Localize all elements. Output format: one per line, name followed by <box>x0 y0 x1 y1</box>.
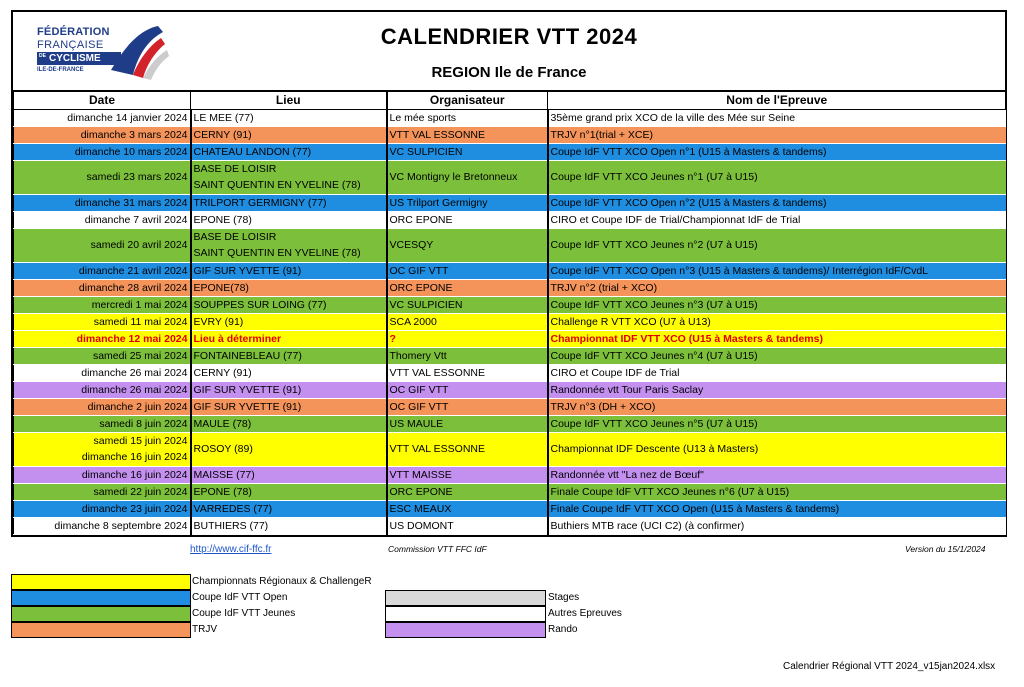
cell-date: dimanche 26 mai 2024 <box>14 381 191 398</box>
table-row <box>14 143 1006 160</box>
cell-date: samedi 8 juin 2024 <box>14 415 191 432</box>
cell-organisateur: ORC EPONE <box>387 483 548 500</box>
cell-date: samedi 22 juin 2024 <box>14 483 191 500</box>
cell-epreuve: Coupe IdF VTT XCO Open n°3 (U15 à Masters & tandems)/ Interrégion IdF/CvdL <box>548 262 1006 279</box>
cell-organisateur: ESC MEAUX <box>387 500 548 517</box>
calendar-sheet <box>11 10 1007 537</box>
cell-organisateur: OC GIF VTT <box>387 381 548 398</box>
legend-swatch-blue <box>11 590 191 606</box>
cell-lieu: CERNY (91) <box>191 364 387 381</box>
table-row <box>14 466 1006 483</box>
cell-organisateur: VC Montigny le Bretonneux <box>387 160 548 194</box>
cell-organisateur: OC GIF VTT <box>387 398 548 415</box>
legend-swatch-grey <box>385 590 546 606</box>
logo-line-francaise: FRANÇAISE <box>37 39 104 51</box>
table-header-row <box>14 92 1006 109</box>
cell-lieu: LE MEE (77) <box>191 109 387 126</box>
cell-date: dimanche 7 avril 2024 <box>14 211 191 228</box>
cell-lieu: EVRY (91) <box>191 313 387 330</box>
column-header-lieu: Lieu <box>191 92 387 109</box>
cell-organisateur: Le mée sports <box>387 109 548 126</box>
legend-label-autres: Autres Epreuves <box>548 608 622 619</box>
cell-lieu-line1: BASE DE LOISIR <box>193 163 277 175</box>
cell-lieu: EPONE (78) <box>191 483 387 500</box>
cell-date: dimanche 31 mars 2024 <box>14 194 191 211</box>
cell-organisateur: US Trilport Germigny <box>387 194 548 211</box>
cell-lieu: TRILPORT GERMIGNY (77) <box>191 194 387 211</box>
cell-lieu: SOUPPES SUR LOING (77) <box>191 296 387 313</box>
legend-swatch-purple <box>385 622 546 638</box>
cell-epreuve: Finale Coupe IdF VTT XCO Open (U15 à Masters & tandems) <box>548 500 1006 517</box>
cell-lieu: EPONE(78) <box>191 279 387 296</box>
cell-date <box>14 432 191 466</box>
table-row <box>14 109 1006 126</box>
file-name: Calendrier Régional VTT 2024_v15jan2024.xlsx <box>783 661 996 672</box>
cell-lieu-line1: BASE DE LOISIR <box>193 231 277 243</box>
column-header-organisateur: Organisateur <box>387 92 548 109</box>
cell-lieu: MAULE (78) <box>191 415 387 432</box>
cell-date: dimanche 26 mai 2024 <box>14 364 191 381</box>
cell-date: samedi 20 avril 2024 <box>14 228 191 262</box>
table-row <box>14 296 1006 313</box>
cell-lieu: EPONE (78) <box>191 211 387 228</box>
table-row <box>14 330 1006 347</box>
cell-epreuve: Coupe IdF VTT XCO Jeunes n°4 (U7 à U15) <box>548 347 1006 364</box>
cell-epreuve: CIRO et Coupe IDF de Trial/Championnat IdF de Trial <box>548 211 1006 228</box>
page-title: CALENDRIER VTT 2024 <box>380 24 638 49</box>
cell-lieu: MAISSE (77) <box>191 466 387 483</box>
cell-lieu: FONTAINEBLEAU (77) <box>191 347 387 364</box>
legend-label-stages: Stages <box>548 592 580 603</box>
cell-lieu: BUTHIERS (77) <box>191 517 387 534</box>
cell-lieu: CERNY (91) <box>191 126 387 143</box>
cell-lieu: GIF SUR YVETTE (91) <box>191 381 387 398</box>
cell-date: dimanche 21 avril 2024 <box>14 262 191 279</box>
cell-organisateur: US MAULE <box>387 415 548 432</box>
cell-date: dimanche 16 juin 2024 <box>14 466 191 483</box>
cell-date: dimanche 3 mars 2024 <box>14 126 191 143</box>
legend-label-jeunes: Coupe IdF VTT Jeunes <box>192 608 296 619</box>
cell-epreuve: Coupe IdF VTT XCO Jeunes n°1 (U7 à U15) <box>548 160 1006 194</box>
logo-line-idf: ILE-DE-FRANCE <box>37 67 84 73</box>
cell-lieu: CHATEAU LANDON (77) <box>191 143 387 160</box>
cell-epreuve: Randonnée vtt Tour Paris Saclay <box>548 381 1006 398</box>
version-label: Version du 15/1/2024 <box>905 544 986 554</box>
cell-organisateur: ORC EPONE <box>387 279 548 296</box>
cell-organisateur: ? <box>387 330 548 347</box>
cell-date: samedi 25 mai 2024 <box>14 347 191 364</box>
table-row <box>14 194 1006 211</box>
legend-label-rando: Rando <box>548 624 578 635</box>
table-row <box>14 415 1006 432</box>
cell-organisateur: VTT MAISSE <box>387 466 548 483</box>
calendar-table <box>13 92 1006 535</box>
table-row <box>14 262 1006 279</box>
logo-line-federation: FÉDÉRATION <box>37 26 110 38</box>
legend-swatch-yellow <box>11 574 191 590</box>
page-subtitle: REGION Ile de France <box>431 64 587 81</box>
legend-swatch-white <box>385 606 546 622</box>
cell-organisateur: VTT VAL ESSONNE <box>387 364 548 381</box>
cell-lieu <box>191 228 387 262</box>
table-row <box>14 160 1006 194</box>
cell-lieu <box>191 160 387 194</box>
cell-organisateur: Thomery Vtt <box>387 347 548 364</box>
cell-epreuve: CIRO et Coupe IDF de Trial <box>548 364 1006 381</box>
cell-epreuve: Finale Coupe IdF VTT XCO Jeunes n°6 (U7 à U15) <box>548 483 1006 500</box>
table-row <box>14 228 1006 262</box>
cell-lieu-line2: SAINT QUENTIN EN YVELINE (78) <box>193 179 361 191</box>
cell-epreuve: Championnat IDF VTT XCO (U15 à Masters & tandems) <box>548 330 1006 347</box>
cell-epreuve: TRJV n°1(trial + XCE) <box>548 126 1006 143</box>
cell-date: dimanche 8 septembre 2024 <box>14 517 191 534</box>
cell-date: dimanche 14 janvier 2024 <box>14 109 191 126</box>
cell-organisateur: ORC EPONE <box>387 211 548 228</box>
cell-date: dimanche 28 avril 2024 <box>14 279 191 296</box>
cell-lieu: GIF SUR YVETTE (91) <box>191 398 387 415</box>
legend-label-championnats: Championnats Régionaux & ChallengeR <box>192 576 372 587</box>
table-row <box>14 126 1006 143</box>
table-row <box>14 500 1006 517</box>
cell-epreuve: Championnat IDF Descente (U13 à Masters) <box>548 432 1006 466</box>
cell-date-line1: samedi 15 juin 2024 <box>93 435 188 447</box>
cell-lieu: VARREDES (77) <box>191 500 387 517</box>
cell-date: mercredi 1 mai 2024 <box>14 296 191 313</box>
logo-de: DE <box>39 53 46 59</box>
cell-epreuve: TRJV n°2 (trial + XCO) <box>548 279 1006 296</box>
legend-swatch-green <box>11 606 191 622</box>
cell-organisateur: VCESQY <box>387 228 548 262</box>
cell-organisateur: VTT VAL ESSONNE <box>387 432 548 466</box>
cell-date: dimanche 12 mai 2024 <box>14 330 191 347</box>
table-row <box>14 381 1006 398</box>
commission-label: Commission VTT FFC IdF <box>388 544 487 554</box>
cell-epreuve: Challenge R VTT XCO (U7 à U13) <box>548 313 1006 330</box>
logo-cyclisme-text: CYCLISME <box>49 53 101 64</box>
cell-date: samedi 23 mars 2024 <box>14 160 191 194</box>
cell-epreuve: 35ème grand prix XCO de la ville des Mée sur Seine <box>548 109 1006 126</box>
table-row <box>14 517 1006 534</box>
table-row <box>14 313 1006 330</box>
cell-epreuve: TRJV n°3 (DH + XCO) <box>548 398 1006 415</box>
cell-organisateur: OC GIF VTT <box>387 262 548 279</box>
cell-epreuve: Coupe IdF VTT XCO Jeunes n°3 (U7 à U15) <box>548 296 1006 313</box>
legend-swatch-orange <box>11 622 191 638</box>
cell-epreuve: Buthiers MTB race (UCI C2) (à confirmer) <box>548 517 1006 534</box>
legend-label-open: Coupe IdF VTT Open <box>192 592 288 603</box>
cell-date: samedi 11 mai 2024 <box>14 313 191 330</box>
cell-organisateur: VC SULPICIEN <box>387 296 548 313</box>
cell-epreuve: Coupe IdF VTT XCO Jeunes n°5 (U7 à U15) <box>548 415 1006 432</box>
cell-lieu-line2: SAINT QUENTIN EN YVELINE (78) <box>193 247 361 259</box>
cell-date: dimanche 2 juin 2024 <box>14 398 191 415</box>
cell-epreuve: Coupe IdF VTT XCO Open n°1 (U15 à Masters & tandems) <box>548 143 1006 160</box>
cell-organisateur: SCA 2000 <box>387 313 548 330</box>
table-row <box>14 483 1006 500</box>
calendar-body <box>14 109 1006 534</box>
cell-organisateur: VTT VAL ESSONNE <box>387 126 548 143</box>
table-row <box>14 347 1006 364</box>
cell-epreuve: Coupe IdF VTT XCO Jeunes n°2 (U7 à U15) <box>548 228 1006 262</box>
table-row <box>14 364 1006 381</box>
cell-lieu: GIF SUR YVETTE (91) <box>191 262 387 279</box>
column-header-epreuve: Nom de l'Epreuve <box>548 92 1006 109</box>
table-row <box>14 398 1006 415</box>
cell-organisateur: US DOMONT <box>387 517 548 534</box>
column-header-date: Date <box>14 92 191 109</box>
table-row <box>14 211 1006 228</box>
cell-date: dimanche 23 juin 2024 <box>14 500 191 517</box>
cell-date: dimanche 10 mars 2024 <box>14 143 191 160</box>
cell-epreuve: Coupe IdF VTT XCO Open n°2 (U15 à Masters & tandems) <box>548 194 1006 211</box>
website-link[interactable]: http://www.cif-ffc.fr <box>190 544 272 555</box>
cell-epreuve: Randonnée vtt "La nez de Bœuf" <box>548 466 1006 483</box>
legend-label-trjv: TRJV <box>192 624 217 635</box>
cell-date-line2: dimanche 16 juin 2024 <box>81 451 188 463</box>
cell-organisateur: VC SULPICIEN <box>387 143 548 160</box>
cell-lieu: Lieu à déterminer <box>191 330 387 347</box>
table-row <box>14 279 1006 296</box>
table-row <box>14 432 1006 466</box>
cell-lieu: ROSOY (89) <box>191 432 387 466</box>
calendar-header <box>13 12 1005 92</box>
